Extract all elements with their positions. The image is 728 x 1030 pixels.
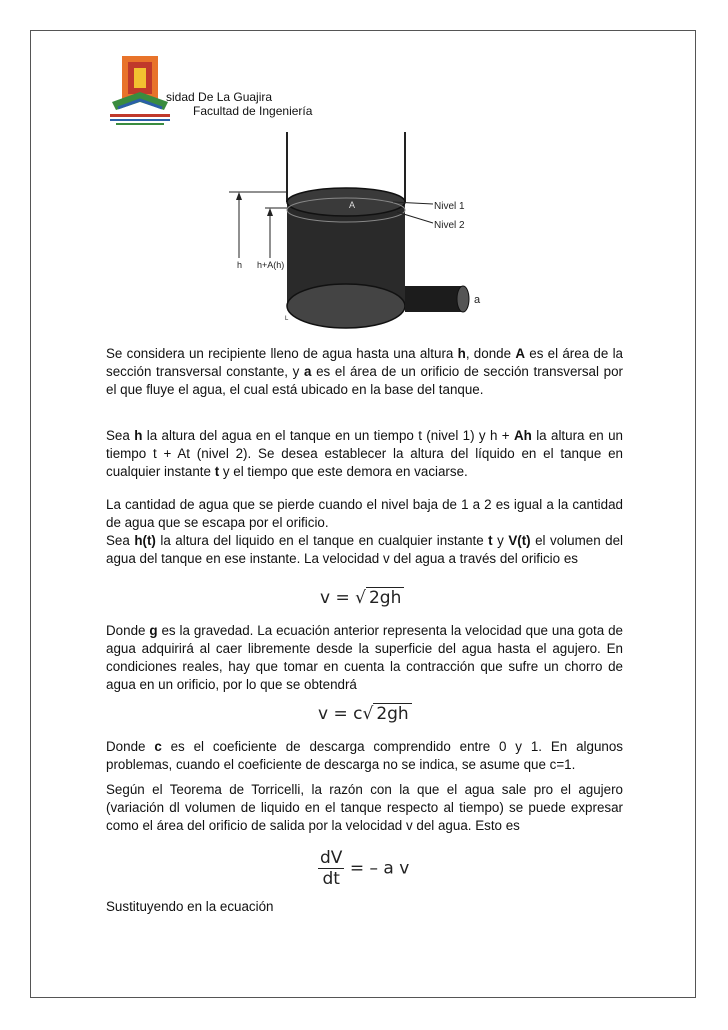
label-a: a xyxy=(474,294,481,306)
paragraph-4: Sea h(t) la altura del liquido en el tanque en cualquier instante t y V(t) el volumen del agua del tanque en ese instante. La velocidad v del agua a través del orificio es xyxy=(106,533,623,566)
label-L: L xyxy=(285,316,289,322)
paragraph-6: Donde c es el coeficiente de descarga comprendido entre 0 y 1. En algunos problemas, cuando el coeficiente de descarga no se indica, se asume que c=1. xyxy=(106,739,623,772)
paragraph-1: Se considera un recipiente lleno de agua hasta una altura h, donde A es el área de la sección transversal constante, y a es el área de un orificio de sección transversal por el que fluye el agua, el cual está ubicado en la base del tanque. xyxy=(106,346,623,397)
label-h: h xyxy=(237,260,243,270)
label-nivel1: Nivel 1 xyxy=(434,201,465,212)
university-logo xyxy=(108,52,172,128)
paragraph-2: Sea h la altura del agua en el tanque en un tiempo t (nivel 1) y h + Ah la altura en un tiempo t + At (nivel 2). Se desea establecer la altura del líquido en el tanque en cualquier instante t y el tiempo que este demora en vaciarse. xyxy=(106,428,624,479)
label-h-plus-ah: h+A(h) xyxy=(257,260,285,270)
faculty-name: Facultad de Ingeniería xyxy=(193,104,313,118)
paragraph-7: Según el Teorema de Torricelli, la razón con la que el agua sale pro el agujero (variación dl volumen de liquido en el tanque respecto al tiempo) se puede expresar como el área del orificio de salida por la velocidad v del agua. Esto es xyxy=(106,782,623,833)
paragraph-5: Donde g es la gravedad. La ecuación anterior representa la velocidad que una gota de agua adquirirá al caer libremente desde la superficie del agua hasta el agujero. En condiciones reales, hay que tomar en cuenta la contracción que sufre un chorro de agua en un orificio, por lo que se obtendrá xyxy=(106,623,623,692)
paragraph-8: Sustituyendo en la ecuación xyxy=(106,899,274,914)
paragraph-3: La cantidad de agua que se pierde cuando el nivel baja de 1 a 2 es igual a la cantidad de agua que se escapa por el orificio. xyxy=(106,497,623,530)
equation-torricelli: $\frac{dV}{dt}$ = – a v xyxy=(320,848,410,889)
equation-velocity-coefficient: v = c√ 2gh xyxy=(318,704,412,724)
tank-diagram xyxy=(225,126,505,332)
label-nivel2: Nivel 2 xyxy=(434,220,465,231)
equation-velocity: v = √ 2gh xyxy=(320,588,404,608)
label-A: A xyxy=(349,200,356,210)
university-name: sidad De La Guajira xyxy=(166,90,273,104)
